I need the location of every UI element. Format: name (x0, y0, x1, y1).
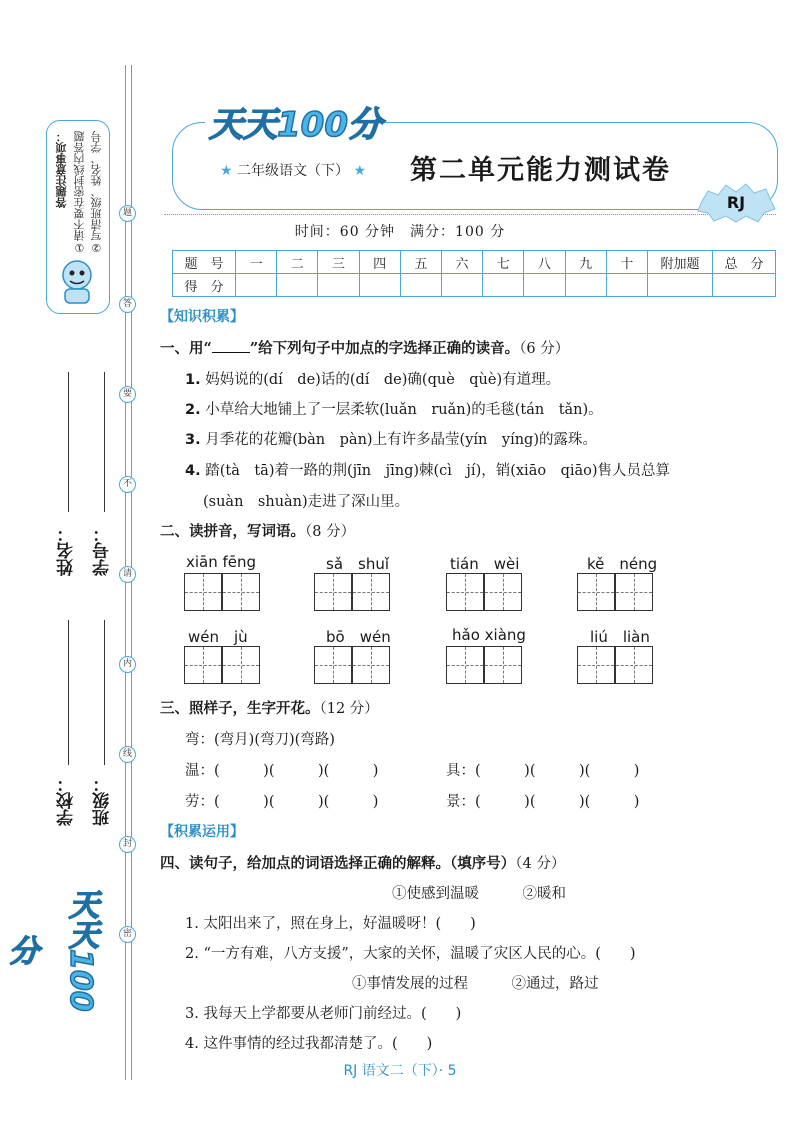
number-line[interactable] (104, 372, 105, 512)
flower-item[interactable]: 景：( )( )( ) (446, 794, 640, 810)
question-score: （6 分） (519, 341, 570, 357)
item-text: 月季花的花瓣(bàn pàn)上有许多晶莹(yín yíng)的露珠。 (205, 432, 597, 448)
table-cell: 三 (318, 251, 359, 274)
question-score: （4 分） (515, 856, 566, 872)
score-table-header-row (173, 251, 776, 274)
writing-grid[interactable] (615, 646, 653, 684)
question-title-part: 二、读拼音，写词语。 (160, 523, 305, 540)
score-cell[interactable] (359, 274, 400, 297)
question-item (185, 428, 597, 449)
notice-box (46, 120, 110, 314)
writing-grid[interactable] (222, 573, 260, 611)
cartoon-icon (53, 253, 101, 307)
table-cell: 七 (483, 251, 524, 274)
sentence-item[interactable]: 3. 我每天上学都要从老师门前经过。( ) (185, 1006, 462, 1022)
writing-grid[interactable] (577, 573, 615, 611)
writing-grid[interactable] (184, 646, 222, 684)
seal-char: 请 (119, 566, 136, 583)
sentence-item[interactable]: 1. 太阳出来了，照在身上，好温暖呀！( ) (185, 916, 476, 932)
seal-char: 答 (119, 296, 136, 313)
item-number: 1. (185, 372, 201, 388)
table-cell: 附加题 (648, 251, 713, 274)
question-3-title (160, 697, 379, 718)
score-cell[interactable] (606, 274, 647, 297)
item-number: 4. (185, 463, 201, 479)
question-score: （8 分） (305, 524, 356, 540)
page-footer: RJ 语文二（下）· 5 (343, 1063, 457, 1079)
score-cell[interactable] (236, 274, 277, 297)
pinyin-label: liú liàn (590, 628, 650, 646)
writing-grid[interactable] (484, 646, 522, 684)
logo: 天天100分 (205, 97, 386, 146)
example-line: 弯：(弯月)(弯刀)(弯路) (185, 732, 335, 748)
question-score: （12 分） (319, 701, 379, 717)
name-label: 姓名： (57, 525, 77, 576)
writing-grid[interactable] (314, 646, 352, 684)
flower-item[interactable]: 劳：( )( )( ) (185, 794, 379, 810)
question-item (185, 368, 560, 389)
blank-line (212, 340, 250, 353)
question-title-part: ”给下列句子中加点的字选择正确的读音。 (249, 340, 520, 357)
score-cell[interactable] (441, 274, 482, 297)
star-icon: ★ (220, 163, 233, 179)
rj-badge (696, 183, 776, 223)
pinyin-label: wén jù (188, 628, 248, 646)
table-cell: 十 (606, 251, 647, 274)
question-title-part: 三、照样子，生字开花。 (160, 700, 320, 717)
logo-vertical: 天天100分 (3, 888, 98, 1012)
seal-char: 内 (119, 656, 136, 673)
notice-item: ②写清班级、姓名、学号 (90, 131, 103, 254)
table-cell: 总 分 (713, 251, 776, 274)
writing-grid[interactable] (446, 573, 484, 611)
flower-item[interactable]: 温：( )( )( ) (185, 763, 379, 779)
section-tag: 【知识积累】 (160, 309, 244, 325)
table-cell: 得 分 (173, 274, 236, 297)
sentence-item[interactable]: 2. “一方有难，八方支援”，大家的关怀，温暖了灾区人民的心。( ) (185, 946, 636, 962)
item-number: 2. (185, 402, 201, 418)
time-info: 时间：60 分钟 满分：100 分 (294, 224, 506, 240)
table-cell: 一 (236, 251, 277, 274)
item-text: 妈妈说的(dí de)话的(dí de)确(què qùè)有道理。 (205, 372, 561, 388)
options-line: ①事情发展的过程 ②通过，路过 (352, 976, 599, 992)
seal-char: 密 (119, 926, 136, 943)
score-cell[interactable] (713, 274, 776, 297)
table-cell: 题 号 (173, 251, 236, 274)
question-1-title (160, 337, 569, 358)
score-cell[interactable] (483, 274, 524, 297)
pinyin-label: hǎo xiàng (452, 626, 526, 644)
score-cell[interactable] (565, 274, 606, 297)
writing-grid[interactable] (352, 646, 390, 684)
pinyin-label: bō wén (326, 628, 391, 646)
writing-grid[interactable] (577, 646, 615, 684)
writing-grid[interactable] (314, 573, 352, 611)
star-icon: ★ (353, 163, 367, 179)
question-2-title (160, 520, 355, 541)
writing-grid[interactable] (352, 573, 390, 611)
writing-grid[interactable] (222, 646, 260, 684)
pinyin-label: kě néng (587, 555, 658, 573)
score-cell[interactable] (524, 274, 565, 297)
flower-item[interactable]: 具：( )( )( ) (446, 763, 640, 779)
notice-title: 答题注意事项： (55, 131, 68, 208)
section-tag: 【积累运用】 (160, 824, 244, 840)
score-table (172, 250, 776, 297)
question-title-part: 一、用“ (160, 340, 212, 357)
class-label: 班级： (93, 775, 113, 826)
options-line: ①使感到温暖 ②暖和 (392, 886, 566, 902)
number-label: 学号： (93, 525, 113, 576)
table-cell: 八 (524, 251, 565, 274)
pinyin-label: tián wèi (450, 555, 520, 573)
sentence-item[interactable]: 4. 这件事情的经过我都清楚了。( ) (185, 1036, 433, 1052)
table-cell: 九 (565, 251, 606, 274)
writing-grid[interactable] (446, 646, 484, 684)
school-label: 学校： (57, 775, 77, 826)
rj-badge-text: RJ (726, 193, 746, 212)
table-cell: 五 (400, 251, 441, 274)
score-cell[interactable] (400, 274, 441, 297)
writing-grid[interactable] (615, 573, 653, 611)
question-item (185, 459, 670, 480)
item-text: 小草给大地铺上了一层柔软(luǎn ruǎn)的毛毯(tán tǎn)。 (205, 402, 603, 418)
question-title-part: 四、读句子，给加点的词语选择正确的解释。（填序号） (160, 855, 516, 872)
question-item (185, 398, 603, 419)
class-line[interactable] (104, 620, 105, 765)
score-cell[interactable] (648, 274, 713, 297)
seal-char: 要 (119, 386, 136, 403)
table-cell: 四 (359, 251, 400, 274)
school-line[interactable] (68, 620, 69, 765)
item-number: 3. (185, 432, 201, 448)
name-line[interactable] (68, 372, 69, 512)
item-text: 踏(tà tā)着一路的荆(jīn jīng)棘(cì jí)，销(xiāo qiāo)售人员总算 (205, 463, 671, 479)
score-cell[interactable] (277, 274, 318, 297)
table-cell: 六 (441, 251, 482, 274)
notice-item: ①请不要在密封线内答题 (73, 131, 86, 254)
pinyin-label: xiān fēng (186, 553, 257, 571)
writing-grid[interactable] (184, 573, 222, 611)
seal-char: 封 (119, 836, 136, 853)
seal-char: 题 (119, 205, 136, 222)
question-item-continued: (suàn shuàn)走进了深山里。 (203, 494, 410, 510)
subtitle-text: 二年级语文（下） (237, 163, 350, 179)
score-cell[interactable] (318, 274, 359, 297)
writing-grid[interactable] (484, 573, 522, 611)
pinyin-label: sǎ shuǐ (326, 555, 390, 573)
subtitle (220, 160, 366, 180)
score-table-score-row (173, 274, 776, 297)
question-4-title (160, 852, 565, 873)
seal-char: 不 (119, 476, 136, 493)
seal-char: 线 (119, 746, 136, 763)
table-cell: 二 (277, 251, 318, 274)
page-title: 第二单元能力测试卷 (410, 155, 671, 186)
